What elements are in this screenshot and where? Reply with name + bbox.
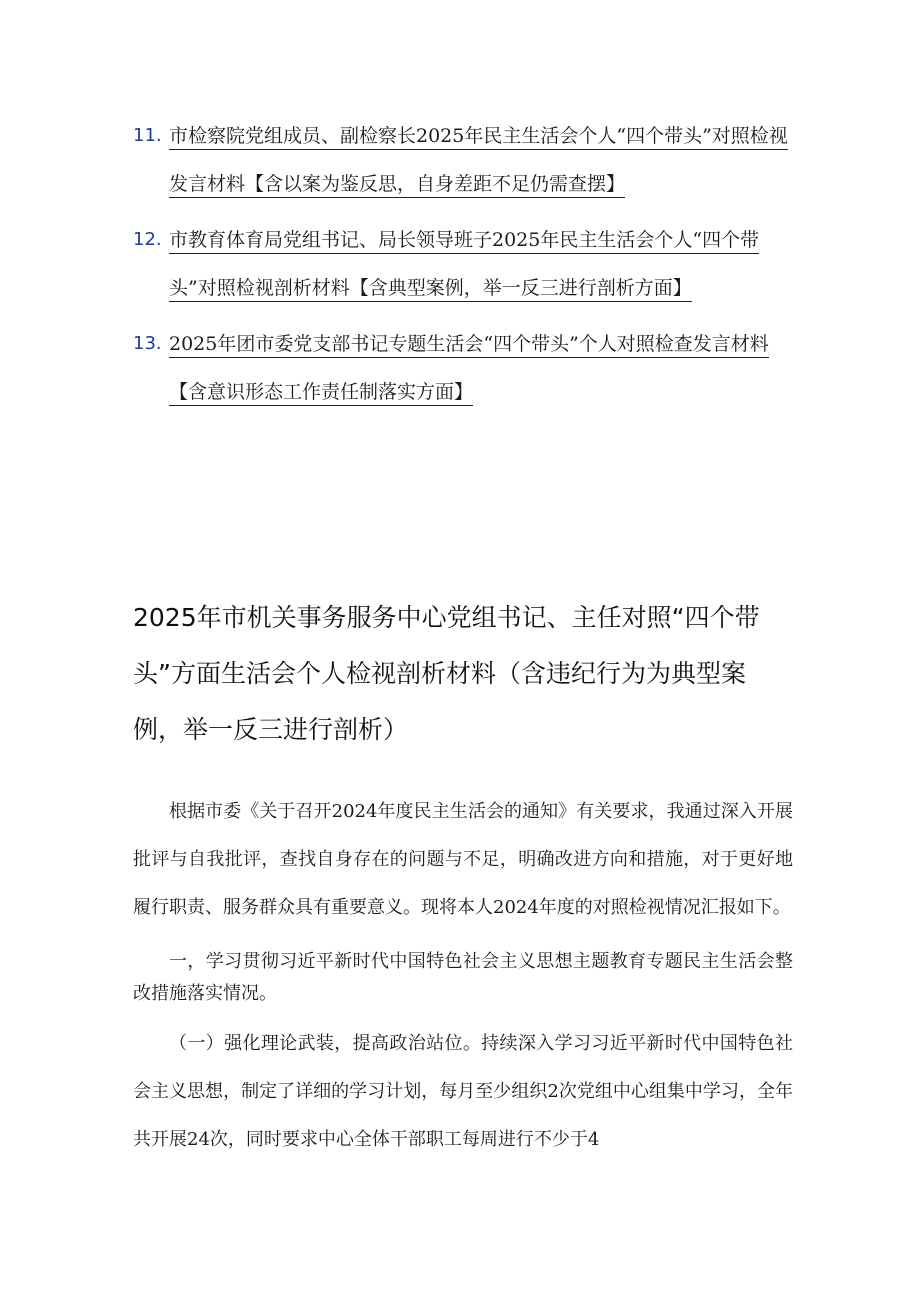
toc-link-text: 市教育体育局党组书记、局长领导班子2025年民主生活会个人“四个带头”对照检视剖析材料【含典型案例，举一反三进行剖析方面】 bbox=[169, 229, 759, 302]
toc-link[interactable] bbox=[169, 216, 793, 312]
toc-item-13[interactable] bbox=[133, 320, 793, 416]
document-title: 2025年市机关事务服务中心党组书记、主任对照“四个带头”方面生活会个人检视剖析材料（含违纪行为为典型案例，举一反三进行剖析） bbox=[133, 603, 760, 744]
toc-item-12[interactable] bbox=[133, 216, 793, 312]
toc-number: 13. bbox=[133, 333, 162, 354]
toc-link-text: 市检察院党组成员、副检察长2025年民主生活会个人“四个带头”对照检视发言材料【含以案为鉴反思，自身差距不足仍需查摆】 bbox=[169, 125, 788, 198]
intro-paragraph: 根据市委《关于召开2024年度民主生活会的通知》有关要求，我通过深入开展批评与自我批评，查找自身存在的问题与不足，明确改进方向和措施，对于更好地履行职责、服务群众具有重要意义。现将本人2024年度的对照检视情况汇报如下。 bbox=[133, 801, 793, 918]
toc-link[interactable] bbox=[169, 320, 793, 416]
subsection-paragraph: （一）强化理论武装，提高政治站位。持续深入学习习近平新时代中国特色社会主义思想，制定了详细的学习计划，每月至少组织2次党组中心组集中学习，全年共开展24次，同时要求中心全体干部职工每周进行不少于4 bbox=[133, 1033, 793, 1150]
document-body bbox=[133, 788, 793, 1164]
toc-link-text: 2025年团市委党支部书记专题生活会“四个带头”个人对照检查发言材料【含意识形态工作责任制落实方面】 bbox=[169, 333, 769, 406]
toc-item-11[interactable] bbox=[133, 112, 793, 208]
toc-number: 12. bbox=[133, 229, 162, 250]
table-of-contents bbox=[133, 112, 793, 424]
toc-number: 11. bbox=[133, 125, 162, 146]
toc-link[interactable] bbox=[169, 112, 793, 208]
section-heading: 一，学习贯彻习近平新时代中国特色社会主义思想主题教育专题民主生活会整改措施落实情况。 bbox=[133, 951, 793, 1004]
